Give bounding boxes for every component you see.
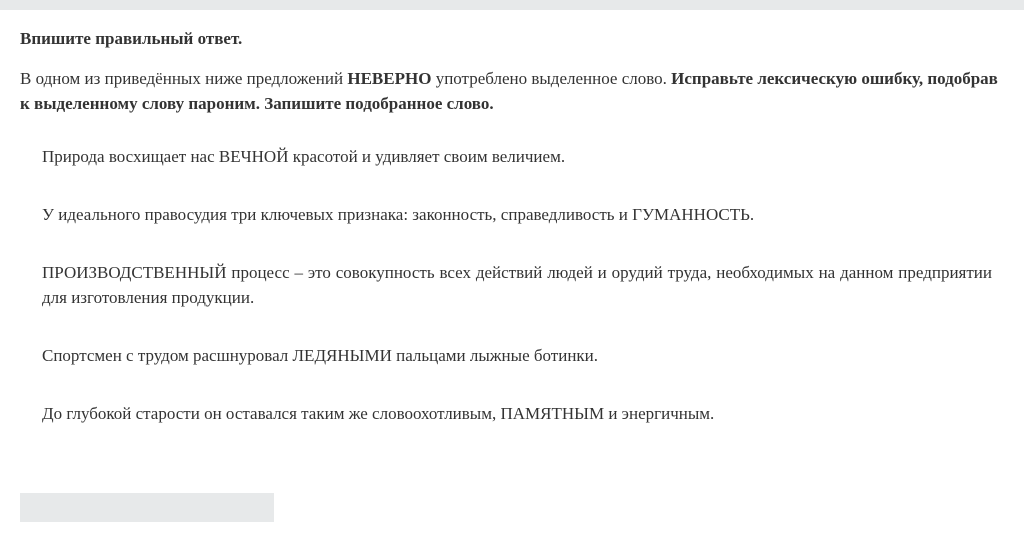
task-text-part2: употреблено выделенное слово. (431, 69, 672, 88)
task-bold-line1: Исправьте лексическую ошибку, подобрав (671, 69, 998, 88)
task-description (20, 66, 1002, 116)
task-text-part1: В одном из приведённых ниже предложений (20, 69, 348, 88)
task-bold-line2: к выделенному слову пароним. Запишите подобранное слово. (20, 94, 494, 113)
sentence-list (20, 144, 992, 426)
sentence-item: До глубокой старости он оставался таким же словоохотливым, ПАМЯТНЫМ и энергичным. (42, 404, 715, 423)
answer-input[interactable] (20, 493, 274, 522)
sentence-item: У идеального правосудия три ключевых признака: законность, справедливость и ГУМАННОСТЬ. (42, 205, 755, 224)
task-container (20, 24, 1002, 459)
sentence-item: Природа восхищает нас ВЕЧНОЙ красотой и удивляет своим величием. (42, 147, 566, 166)
task-emphasis: НЕВЕРНО (347, 69, 432, 88)
sentence-item: ПРОИЗВОДСТВЕННЫЙ процесс – это совокупность всех действий людей и орудий труда, необходимых на данном предприятии для изготовления продукции. (42, 263, 992, 307)
sentence-item: Спортсмен с трудом расшнуровал ЛЕДЯНЫМИ пальцами лыжные ботинки. (42, 346, 599, 365)
top-strip (0, 0, 1024, 10)
instruction-heading: Впишите правильный ответ. (20, 29, 243, 48)
